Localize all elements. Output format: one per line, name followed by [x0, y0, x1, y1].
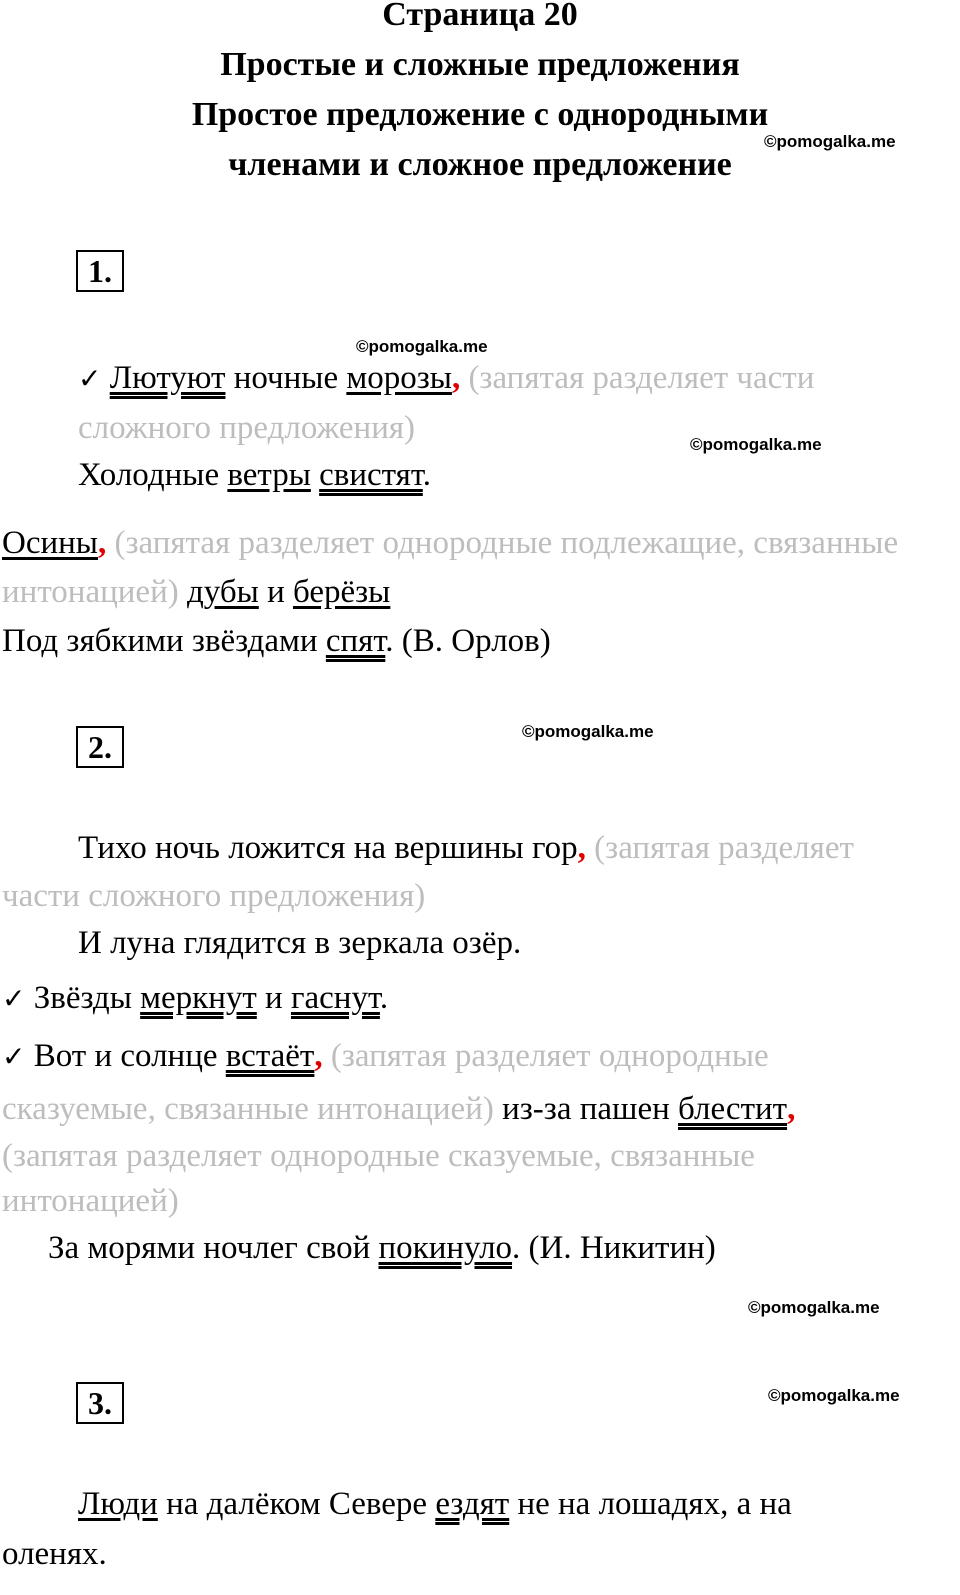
- predicate: гаснут: [290, 980, 380, 1016]
- predicate: ездят: [435, 1486, 510, 1522]
- task-number-1: 1.: [76, 250, 124, 292]
- page-title: Страница 20: [382, 0, 578, 33]
- task1-line4: [2, 523, 898, 563]
- comment: (запятая разделяет однородные сказуемые, связанные: [2, 1138, 755, 1174]
- comment: (запятая разделяет однородные подлежащие, связанные: [106, 525, 899, 561]
- predicate: свистят: [319, 457, 423, 493]
- predicate: встаёт: [225, 1038, 315, 1074]
- comment: интонацией): [2, 574, 187, 610]
- task2-line1: Тихо ночь ложится на вершины гор, (запятая разделяет: [78, 830, 854, 866]
- check-icon: ✓: [78, 362, 102, 395]
- task2-line3: И луна глядится в зеркала озёр.: [78, 925, 522, 961]
- watermark: ©pomogalka.me: [522, 722, 654, 741]
- task2-line5: ✓ Вот и солнце встаёт, (запятая разделяет однородные: [2, 1038, 769, 1074]
- task1-line3: Холодные ветры свистят.: [78, 457, 432, 493]
- subtopic-title-1: Простое предложение с однородными: [191, 96, 769, 133]
- subtopic-title-2: членами и сложное предложение: [228, 146, 732, 183]
- comment: части сложного предложения): [2, 878, 426, 914]
- predicate: спят: [325, 623, 386, 659]
- task2-line6: сказуемые, связанные интонацией) из-за пашен блестит,: [2, 1091, 796, 1127]
- subject: Осины: [2, 525, 98, 561]
- predicate: меркнут: [140, 980, 257, 1016]
- comma-mark: ,: [787, 1091, 796, 1127]
- subject: ветры: [227, 457, 311, 493]
- task-number-3: 3.: [76, 1382, 124, 1424]
- subject: дубы: [186, 574, 259, 610]
- watermark: ©pomogalka.me: [748, 1298, 880, 1317]
- task1-line5: интонацией) дубы и берёзы: [2, 574, 391, 610]
- comma-mark: ,: [451, 360, 461, 396]
- task3-line2: оленях.: [2, 1536, 107, 1572]
- topic-title: Простые и сложные предложения: [220, 46, 740, 83]
- predicate: Лютуют: [109, 360, 226, 396]
- subject: Люди: [78, 1486, 158, 1522]
- check-icon: ✓: [2, 1040, 26, 1073]
- comma-mark: ,: [97, 525, 107, 561]
- watermark: ©pomogalka.me: [690, 435, 822, 454]
- subject: морозы: [346, 360, 452, 396]
- task1-line6: Под зябкими звёздами спят. (В. Орлов): [2, 623, 551, 659]
- check-icon: ✓: [2, 982, 26, 1015]
- task2-line9: За морями ночлег свой покинуло. (И. Никитин): [48, 1230, 716, 1266]
- comment: сказуемые, связанные интонацией): [2, 1091, 503, 1127]
- comment: интонацией): [2, 1183, 179, 1219]
- comma-mark: ,: [577, 830, 586, 866]
- comment: (запятая разделяет: [585, 830, 854, 866]
- comma-mark: ,: [314, 1038, 323, 1074]
- task1-line1: ✓ Лютуют ночные морозы, (запятая разделяет части: [78, 360, 815, 396]
- watermark: ©pomogalka.me: [764, 132, 896, 151]
- task2-line4: ✓ Звёзды меркнут и гаснут.: [2, 980, 389, 1016]
- comment: (запятая разделяет однородные: [322, 1038, 769, 1074]
- predicate: блестит: [678, 1091, 788, 1127]
- predicate: покинуло: [378, 1230, 513, 1266]
- task-number-2: 2.: [76, 726, 124, 768]
- watermark: ©pomogalka.me: [356, 337, 488, 356]
- task3-line1: Люди на далёком Севере ездят не на лошадях, а на: [78, 1486, 792, 1522]
- watermark: ©pomogalka.me: [768, 1386, 900, 1405]
- comment: сложного предложения): [78, 410, 416, 446]
- subject: берёзы: [292, 574, 391, 610]
- comment: (запятая разделяет части: [460, 360, 815, 396]
